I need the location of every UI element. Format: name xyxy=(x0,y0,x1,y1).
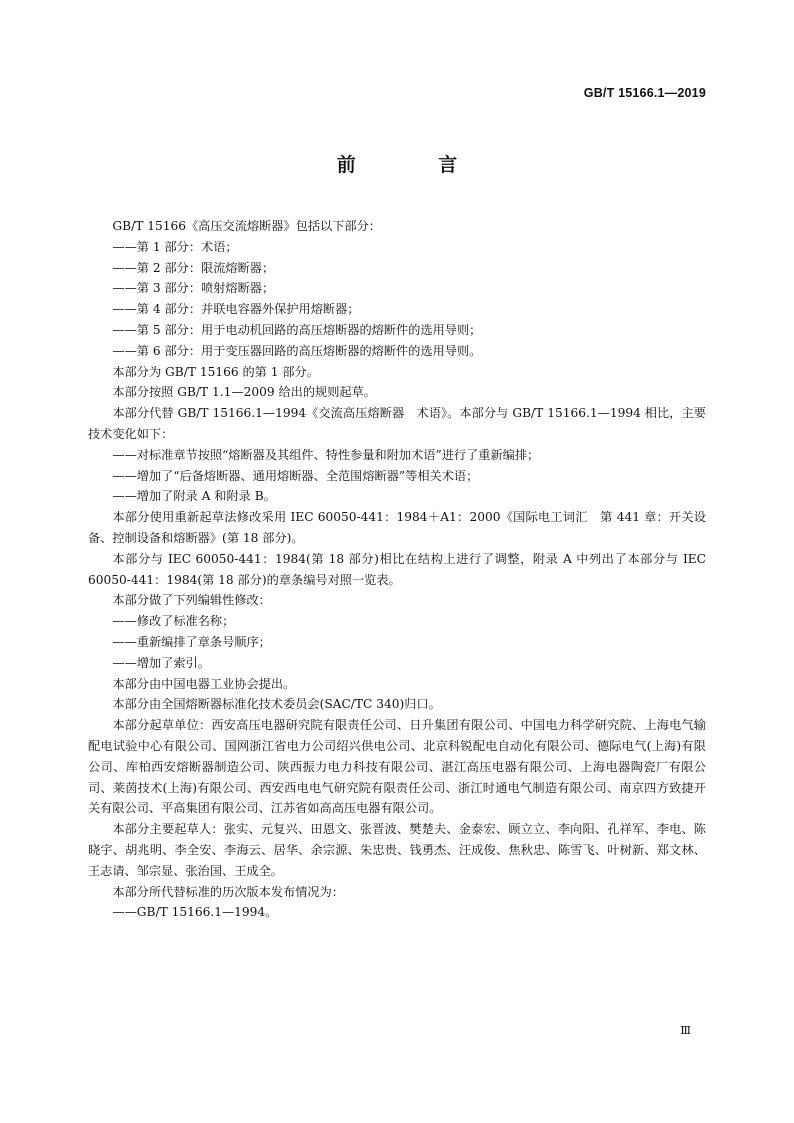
paragraph: 本部分起草单位：西安高压电器研究院有限责任公司、日升集团有限公司、中国电力科学研究院、上海电气输配电试验中心有限公司、国网浙江省电力公司绍兴供电公司、北京科锐配电自动化有限公司、德际电气(上海)有限公司、库柏西安熔断器制造公司、陕西振力电力科技有限公司、湛江高压电器有限公司、上海电器陶瓷厂有限公司、莱茵技术(上海)有限公司、西安西电电气研究院有限责任公司、浙江时通电气制造有限公司、南京四方致捷开关有限公司、平高集团有限公司、江苏省如高高压电器有限公司。 xyxy=(88,718,706,816)
body-text xyxy=(88,216,706,923)
paragraph: 本部分为 GB/T 15166 的第 1 部分。 xyxy=(112,364,319,379)
paragraph: 本部分按照 GB/T 1.1—2009 给出的规则起草。 xyxy=(112,385,376,400)
paragraph: ——第 4 部分：并联电容器外保护用熔断器； xyxy=(112,302,360,317)
paragraph: 本部分代替 GB/T 15166.1—1994《交流高压熔断器 术语》。本部分与 GB/T 15166.1—1994 相比，主要技术变化如下： xyxy=(88,406,706,441)
paragraph: 本部分与 IEC 60050-441：1984(第 18 部分)相比在结构上进行了调整，附录 A 中列出了本部分与 IEC 60050-441：1984(第 18 部分)的章条编号对照一览表。 xyxy=(88,551,706,587)
paragraph: 本部分由全国熔断器标准化技术委员会(SAC/TC 340)归口。 xyxy=(112,697,441,712)
paragraph: ——第 2 部分：限流熔断器； xyxy=(112,260,275,275)
paragraph: ——增加了索引。 xyxy=(112,655,210,670)
paragraph: 本部分做了下列编辑性修改： xyxy=(112,593,271,608)
paragraph: ——对标准章节按照“熔断器及其组件、特性参量和附加术语”进行了重新编排； xyxy=(112,447,540,462)
standard-code: GB/T 15166.1—2019 xyxy=(583,86,706,100)
paragraph: ——重新编排了章条号顺序； xyxy=(112,634,271,649)
page-title: 前 言 xyxy=(336,154,496,176)
paragraph: ——增加了附录 A 和附录 B。 xyxy=(112,489,276,504)
paragraph: 本部分主要起草人：张实、元复兴、田恩文、张晋波、樊楚夫、金泰宏、顾立立、李向阳、孔祥军、李电、陈晓宇、胡兆明、李全安、李海云、居华、余宗源、朱忠贵、钱勇杰、汪成俊、焦秋忠、陈雪飞、叶树新、郑文林、王志请、邹宗显、张治国、王成全。 xyxy=(88,822,706,878)
paragraph: ——修改了标准名称； xyxy=(112,614,235,629)
paragraph: ——第 5 部分：用于电动机回路的高压熔断器的熔断件的选用导则； xyxy=(112,322,482,337)
paragraph: ——GB/T 15166.1—1994。 xyxy=(112,905,278,920)
page-number: Ⅲ xyxy=(680,1024,690,1037)
paragraph: ——增加了“后备熔断器、通用熔断器、全范围熔断器”等相关术语； xyxy=(112,468,479,483)
paragraph: GB/T 15166《高压交流熔断器》包括以下部分： xyxy=(112,219,381,233)
paragraph: ——第 6 部分：用于变压器回路的高压熔断器的熔断件的选用导则。 xyxy=(112,343,482,358)
paragraph: ——第 3 部分：喷射熔断器； xyxy=(112,281,275,296)
paragraph: ——第 1 部分：术语； xyxy=(112,239,238,254)
paragraph: 本部分所代替标准的历次版本发布情况为： xyxy=(112,884,344,899)
paragraph: 本部分使用重新起草法修改采用 IEC 60050-441：1984＋A1：2000《国际电工词汇 第 441 章：开关设备、控制设备和熔断器》(第 18 部分)。 xyxy=(88,510,706,545)
paragraph: 本部分由中国电器工业协会提出。 xyxy=(112,676,296,691)
